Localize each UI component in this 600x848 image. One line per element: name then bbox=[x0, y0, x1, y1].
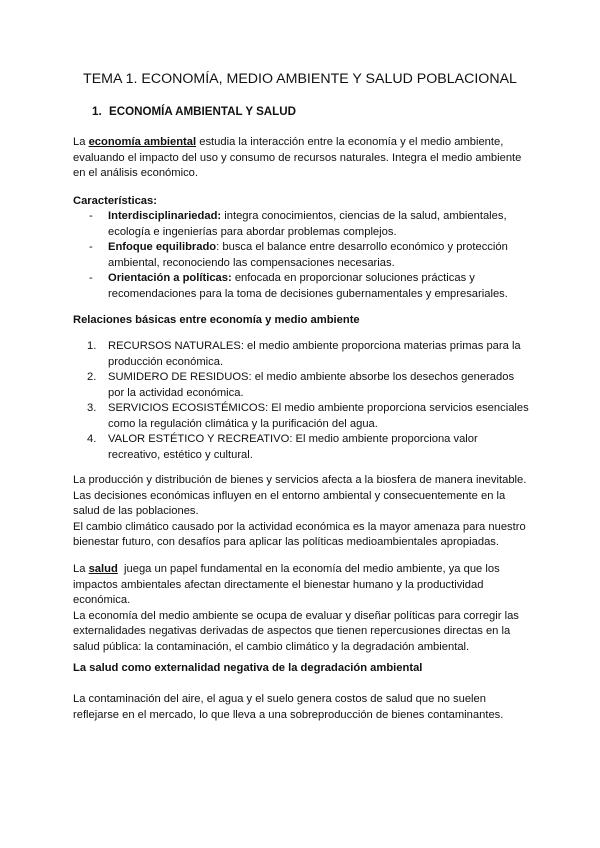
bullet-dash: - bbox=[89, 272, 93, 284]
intro-line-3: en el análisis económico. bbox=[73, 167, 198, 179]
externality-heading: La salud como externalidad negativa de la degradación ambiental bbox=[73, 662, 423, 674]
section-title: ECONOMÍA AMBIENTAL Y SALUD bbox=[109, 105, 297, 118]
paragraph-line: económica. bbox=[73, 594, 131, 606]
relations-heading: Relaciones básicas entre economía y medio ambiente bbox=[73, 314, 360, 326]
paragraph-line: salud pública: la contaminación, el cambio climático y la degradación ambiental. bbox=[73, 640, 470, 653]
section-heading bbox=[92, 104, 296, 120]
item-number: 3. bbox=[87, 402, 97, 414]
term-economia-ambiental: economía ambiental bbox=[88, 136, 197, 148]
health-paragraph bbox=[73, 562, 533, 655]
list-item bbox=[73, 401, 533, 432]
item-number: 2. bbox=[87, 371, 97, 383]
paragraph-line: externalidades negativas derivadas de aspectos que tienen repercusiones directas en la bbox=[73, 625, 511, 637]
item-text-2: producción económica. bbox=[108, 355, 224, 368]
list-item bbox=[73, 432, 533, 463]
paragraph-line bbox=[73, 562, 533, 578]
item-label: Enfoque equilibrado bbox=[108, 241, 217, 253]
list-item bbox=[73, 240, 533, 271]
externality-paragraph bbox=[73, 692, 533, 723]
paragraph-line: La economía del medio ambiente se ocupa de evaluar y diseñar políticas para corregir las bbox=[73, 609, 519, 622]
paragraph-line: La contaminación del aire, el agua y el suelo genera costos de salud que no suelen bbox=[73, 693, 486, 705]
characteristics-heading: Características: bbox=[73, 195, 157, 207]
item-text: VALOR ESTÉTICO Y RECREATIVO: El medio ambiente proporciona valor bbox=[108, 433, 478, 445]
list-item bbox=[73, 339, 533, 370]
intro-line-1 bbox=[73, 135, 533, 151]
item-label: Orientación a políticas: bbox=[108, 272, 232, 284]
item-text-2: ambiental, reconociendo las compensaciones necesarias. bbox=[108, 256, 395, 269]
item-text: integra conocimientos, ciencias de la salud, ambientales, bbox=[221, 210, 507, 222]
document-title: TEMA 1. ECONOMÍA, MEDIO AMBIENTE Y SALUD POBLACIONAL bbox=[83, 71, 517, 87]
item-text-2: ecología e ingenierías para abordar problemas complejos. bbox=[108, 225, 397, 238]
list-item bbox=[73, 271, 533, 302]
paragraph-line: impactos ambientales afectan directamente el bienestar humano y la productividad bbox=[73, 578, 484, 591]
bullet-dash: - bbox=[89, 241, 93, 253]
item-text-2: por la actividad económica. bbox=[108, 386, 244, 399]
characteristics-list bbox=[73, 209, 533, 302]
term-salud: salud bbox=[88, 563, 118, 575]
item-text-2: recomendaciones para la toma de decisiones gubernamentales y empresariales. bbox=[108, 287, 508, 300]
paragraph-line: salud de las poblaciones. bbox=[73, 505, 199, 517]
item-text: SERVICIOS ECOSISTÉMICOS: El medio ambiente proporciona servicios esenciales bbox=[108, 402, 529, 414]
bullet-dash: - bbox=[89, 210, 93, 222]
health-pre: La bbox=[73, 563, 89, 575]
list-item bbox=[73, 209, 533, 240]
item-label: Interdisciplinariedad: bbox=[108, 210, 222, 222]
item-text: RECURSOS NATURALES: el medio ambiente proporciona materias primas para la bbox=[108, 340, 521, 352]
item-text: enfocada en proporcionar soluciones prácticas y bbox=[231, 272, 475, 284]
item-number: 1. bbox=[87, 340, 97, 352]
section-number: 1. bbox=[92, 105, 102, 118]
intro-line-2: evaluando el impacto del uso y consumo de recursos naturales. Integra el medio ambiente bbox=[73, 151, 522, 164]
health-line1-rest: juega un papel fundamental en la economía del medio ambiente, ya que los bbox=[117, 563, 500, 575]
production-paragraph bbox=[73, 473, 533, 551]
relations-list bbox=[73, 339, 533, 463]
item-number: 4. bbox=[87, 433, 97, 445]
intro-line1-rest: estudia la interacción entre la economía y el medio ambiente, bbox=[196, 136, 504, 148]
paragraph-line: El cambio climático causado por la actividad económica es la mayor amenaza para nuestro bbox=[73, 520, 526, 533]
item-text-2: recreativo, estético y cultural. bbox=[108, 448, 253, 461]
paragraph-line: Las decisiones económicas influyen en el entorno ambiental y consecuentemente en la bbox=[73, 489, 506, 502]
item-text: : busca el balance entre desarrollo económico y protección bbox=[216, 241, 508, 253]
list-item bbox=[73, 370, 533, 401]
paragraph-line: reflejarse en el mercado, lo que lleva a una sobreproducción de bienes contaminantes. bbox=[73, 708, 504, 721]
intro-pre: La bbox=[73, 136, 89, 148]
paragraph-line: La producción y distribución de bienes y servicios afecta a la biosfera de manera inevitable. bbox=[73, 474, 527, 486]
item-text: SUMIDERO DE RESIDUOS: el medio ambiente absorbe los desechos generados bbox=[108, 371, 515, 383]
item-text-2: como la regulación climática y la purificación del agua. bbox=[108, 417, 378, 430]
paragraph-line: bienestar futuro, con desafíos para aplicar las políticas medioambientales apropiadas. bbox=[73, 536, 499, 548]
intro-paragraph bbox=[73, 135, 533, 182]
